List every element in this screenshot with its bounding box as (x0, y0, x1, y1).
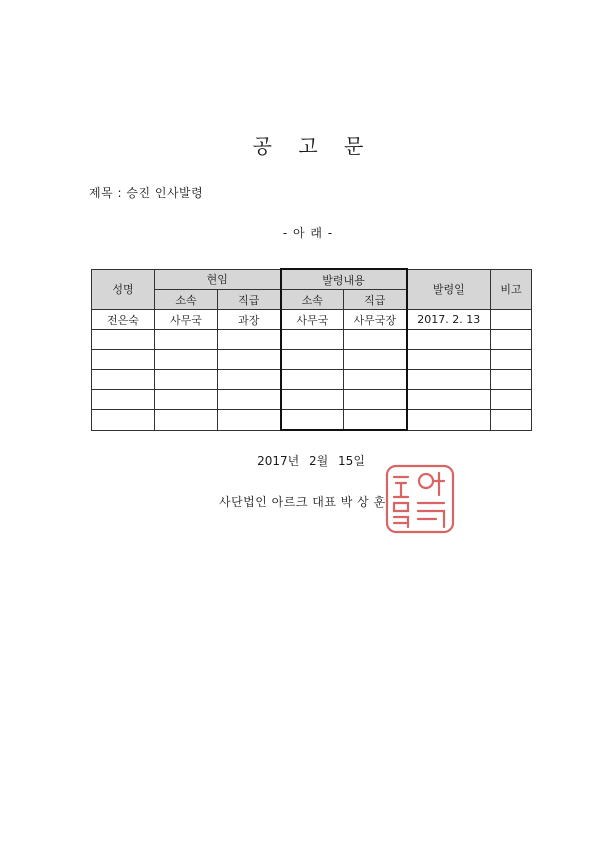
header-name: 성명 (92, 269, 155, 310)
red-seal-stamp-icon (384, 463, 456, 535)
document-subject: 제목 : 승진 인사발령 (89, 186, 204, 200)
document-title: 공 고 문 (252, 134, 374, 158)
cell-name (92, 370, 155, 390)
cell-new-dept (281, 330, 344, 350)
table-header-row-top (92, 269, 532, 290)
table-row (92, 410, 532, 431)
cell-cur-pos (218, 330, 281, 350)
cell-new-pos (344, 370, 407, 390)
seal-stroke (394, 477, 408, 497)
appointment-table (91, 268, 532, 431)
cell-cur-pos (218, 370, 281, 390)
table-row (92, 390, 532, 410)
cell-cur-pos: 과장 (218, 310, 281, 330)
header-current-position: 직급 (218, 290, 281, 310)
cell-new-dept (281, 410, 344, 431)
cell-new-pos (344, 330, 407, 350)
cell-date (407, 410, 491, 431)
cell-cur-dept (155, 330, 218, 350)
cell-remarks (491, 310, 532, 330)
cell-date (407, 350, 491, 370)
cell-remarks (491, 410, 532, 431)
signature-line: 사단법인 아르크 대표 박 상 훈 (219, 495, 386, 509)
cell-date (407, 370, 491, 390)
table-row (92, 370, 532, 390)
cell-name: 전은숙 (92, 310, 155, 330)
cell-new-dept (281, 350, 344, 370)
cell-cur-pos (218, 390, 281, 410)
cell-new-dept (281, 370, 344, 390)
header-current: 현임 (155, 269, 281, 290)
cell-name (92, 410, 155, 431)
cell-name (92, 390, 155, 410)
cell-cur-dept (155, 390, 218, 410)
below-marker: - 아 래 - (282, 226, 334, 240)
issue-date: 2017년 2월 15일 (257, 454, 365, 468)
cell-new-dept (281, 390, 344, 410)
seal-stroke (434, 473, 444, 495)
cell-remarks (491, 390, 532, 410)
cell-cur-dept: 사무국 (155, 310, 218, 330)
cell-new-pos: 사무국장 (344, 310, 407, 330)
table-row (92, 310, 532, 330)
cell-cur-dept (155, 370, 218, 390)
cell-new-pos (344, 410, 407, 431)
cell-remarks (491, 370, 532, 390)
table-row (92, 330, 532, 350)
cell-cur-dept (155, 350, 218, 370)
cell-cur-pos (218, 350, 281, 370)
cell-date: 2017. 2. 13 (407, 310, 491, 330)
header-remarks: 비고 (491, 269, 532, 310)
table-row (92, 350, 532, 370)
seal-stroke (418, 503, 444, 527)
header-new-position: 직급 (344, 290, 407, 310)
header-appointment: 발령내용 (281, 269, 407, 290)
cell-date (407, 390, 491, 410)
header-new-department: 소속 (281, 290, 344, 310)
seal-stroke (394, 503, 408, 527)
cell-new-pos (344, 390, 407, 410)
cell-new-dept: 사무국 (281, 310, 344, 330)
cell-cur-dept (155, 410, 218, 431)
header-current-department: 소속 (155, 290, 218, 310)
cell-remarks (491, 350, 532, 370)
seal-stroke (419, 474, 433, 488)
cell-remarks (491, 330, 532, 350)
cell-date (407, 330, 491, 350)
header-date: 발령일 (407, 269, 491, 310)
cell-cur-pos (218, 410, 281, 431)
cell-name (92, 350, 155, 370)
cell-new-pos (344, 350, 407, 370)
cell-name (92, 330, 155, 350)
